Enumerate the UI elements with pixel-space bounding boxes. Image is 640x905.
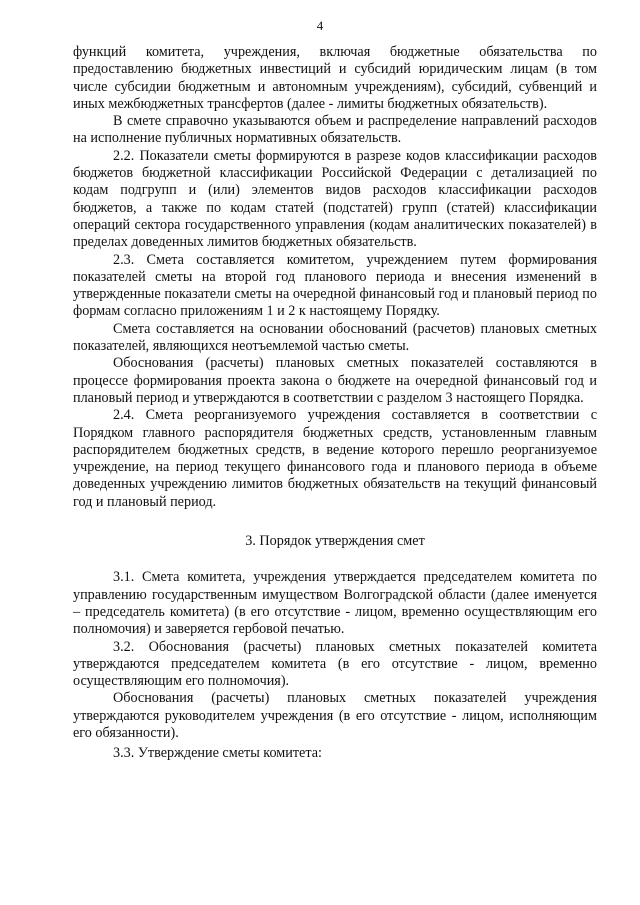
paragraph-reference-info: В смете справочно указываются объем и распределение направлений расходов на исполнение публичных нормативных обязательств. <box>73 113 597 147</box>
document-body <box>73 44 597 763</box>
paragraph-2-2: 2.2. Показатели сметы формируются в разрезе кодов классификации расходов бюджетов бюджетной классификации Российской Федерации с детализацией по кодам подгрупп и (или) элементов видов расходов классификации расходов бюджетов, а также по кодам статей (подстатей) групп (статей) классификации операций сектора государственного управления (кодам аналитических показателей) в пределах доведенных лимитов бюджетных обязательств. <box>73 147 597 251</box>
paragraph-3-2: 3.2. Обоснования (расчеты) плановых сметных показателей комитета утверждаются председателем комитета (в его отсутствие - лицом, временно осуществляющим его полномочия). <box>73 638 597 690</box>
paragraph-2-4: 2.4. Смета реорганизуемого учреждения составляется в соответствии с Порядком главного распорядителя бюджетных средств, установленным главным распорядителем бюджетных средств, в ведение которого перешло реорганизуемое учреждение, на период текущего финансового года и планового периода в объеме доведенных учреждению лимитов бюджетных обязательств на текущий финансовый год и плановый период. <box>73 407 597 510</box>
paragraph-3-3: 3.3. Утверждение сметы комитета: <box>113 745 322 762</box>
section-heading: 3. Порядок утверждения смет <box>245 533 425 550</box>
paragraph-estimate-basis: Смета составляется на основании обоснований (расчетов) плановых сметных показателей, являющихся неотъемлемой частью сметы. <box>73 320 597 355</box>
paragraph-limits-continuation: функций комитета, учреждения, включая бюджетные обязательства по предоставлению бюджетных инвестиций и субсидий юридическим лицам (в том числе субсидии бюджетным и автономным учреждениям), субсидий, субвенций и иных межбюджетных трансфертов (далее - лимиты бюджетных обязательств). <box>73 44 597 112</box>
paragraph-2-3: 2.3. Смета составляется комитетом, учреждением путем формирования показателей сметы на второй год планового периода и внесения изменений в утвержденные показатели сметы на очередной финансовый год и плановый период по формам согласно приложениям 1 и 2 к настоящему Порядку. <box>73 251 597 320</box>
page-number: 4 <box>316 18 324 33</box>
paragraph-institution-approval: Обоснования (расчеты) плановых сметных показателей учреждения утверждаются руководителем учреждения (в его отсутствие - лицом, исполняющим его обязанности). <box>73 690 597 741</box>
paragraph-3-1: 3.1. Смета комитета, учреждения утверждается председателем комитета по управлению государственным имуществом Волгоградской области (далее именуется – председатель комитета) (в его отсутствие - лицом, временно осуществляющим его полномочия) и заверяется гербовой печатью. <box>73 569 597 638</box>
paragraph-justifications: Обоснования (расчеты) плановых сметных показателей составляются в процессе формирования проекта закона о бюджете на очередной финансовый год и плановый период и утверждаются в соответствии с разделом 3 настоящего Порядка. <box>73 355 597 406</box>
